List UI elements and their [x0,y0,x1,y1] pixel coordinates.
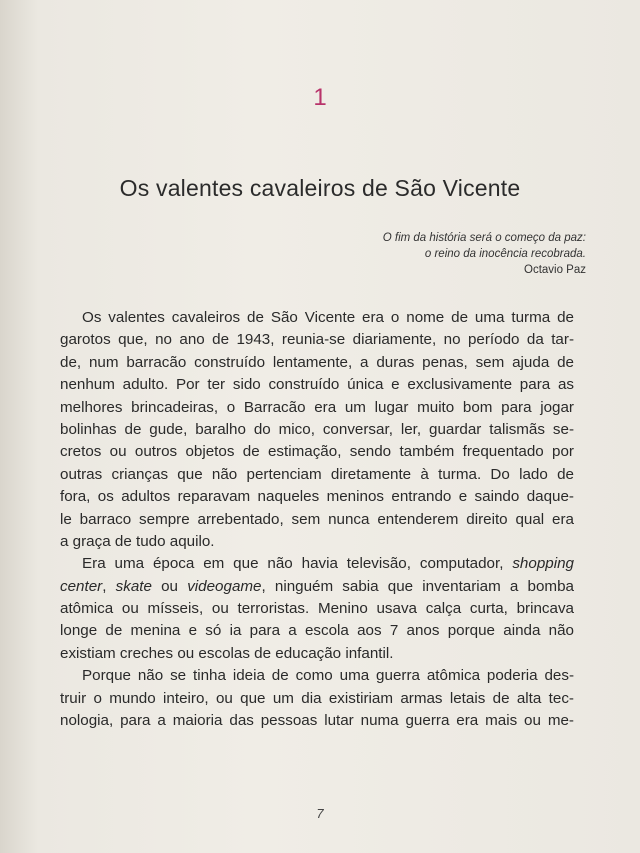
chapter-title: Os valentes cavaleiros de São Vicente [119,175,521,201]
p1-line: outras crianças que não pertenciam diretamente à turma. Do lado de [60,465,574,483]
p1-line: melhores brincadeiras, o Barracão era um lugar muito bom para jogar [60,398,574,416]
p2-line: atômica ou mísseis, ou terroristas. Menino usava calça curta, brincava [60,600,574,618]
p1-line: bolinhas de gude, baralho do mico, conversar, ler, guardar talismãs se- [60,420,574,438]
page-number: 7 [316,806,324,821]
italic-skate: skate [115,577,152,595]
italic-videogame: videogame [187,577,262,595]
p1-line: a graça de tudo aquilo. [60,532,215,550]
body-text [60,307,574,732]
p1-line: le barraco sempre arrebentado, sem nunca entenderem direito qual era [60,510,574,528]
p2-line: existiam creches ou escolas de educação infantil. [60,644,394,662]
p2-line-2-rest: , ninguém sabia que inventariam a bomba [261,577,574,595]
p2-line-1 [60,553,574,575]
p3-line: Porque não se tinha ideia de como uma guerra atômica poderia des- [82,667,574,685]
epigraph-line-2: o reino da inocência recobrada. [424,248,586,260]
p2-ou: ou [161,577,179,595]
epigraph [226,230,586,278]
p2-line-1-text: Era uma época em que não havia televisão, computador, [82,555,504,573]
p1-line: Os valentes cavaleiros de São Vicente era o nome de uma turma de [82,309,574,326]
p1-line: fora, os adultos reparavam naqueles meninos entrando e saindo daque- [60,488,574,506]
p1-line: cretos ou outros objetos de estimação, sendo também frequentado por [60,443,574,461]
p2-comma: , [102,577,107,595]
p1-line: nenhum adulto. Por ter sido construído única e exclusivamente para as [60,376,574,394]
epigraph-author: Octavio Paz [524,264,586,276]
p2-line: longe de menina e só ia para a escola aos 7 anos porque ainda não [60,622,574,640]
p1-line: garotos que, no ano de 1943, reunia-se diariamente, no período da tar- [60,331,574,349]
chapter-number: 1 [313,84,327,111]
p2-line-2 [60,576,574,598]
p1-line: de, num barracão construído lentamente, a duras penas, sem ajuda de [60,353,574,371]
p3-line: truir o mundo inteiro, ou que um dia existiriam armas letais de alta tec- [60,689,574,707]
p3-line: nologia, para a maioria das pessoas lutar numa guerra era mais ou me- [60,712,574,730]
italic-shopping: shopping [512,555,574,573]
epigraph-line-1: O fim da história será o começo da paz: [382,232,586,244]
italic-center: center [60,577,103,595]
